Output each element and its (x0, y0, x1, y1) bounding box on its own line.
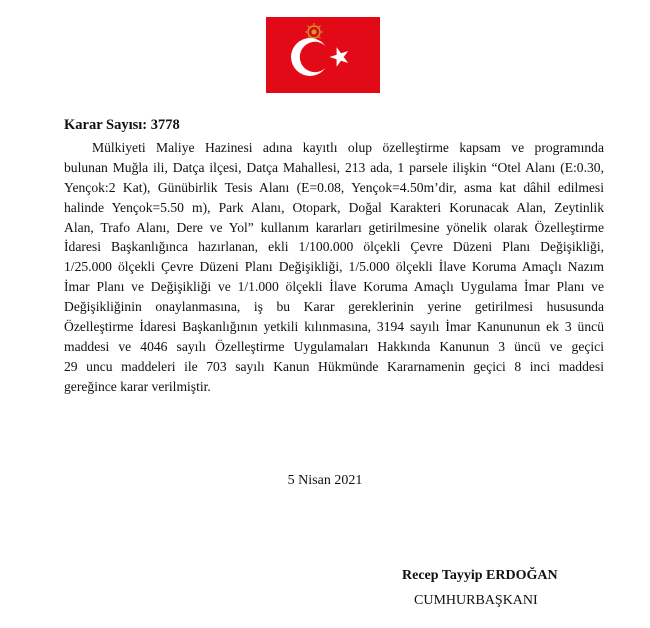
body-line: İdaresi Başkanlığınca hazırlanan, ekli 1/100.000 ölçekli Çevre Düzeni Planı Değişikliği, (64, 239, 604, 255)
body-line: Mülkiyeti Maliye Hazinesi adına kayıtlı olup özelleştirme kapsam ve programında (92, 140, 604, 155)
turkish-flag-icon (266, 17, 380, 93)
signatory-name: Recep Tayyip ERDOĞAN (402, 568, 558, 583)
body-line: halinde Yençok=5.50 m), Park Alanı, Otopark, Doğal Karakteri Korunacak Alan, Zeytinlik (64, 199, 604, 215)
body-line: Değişikliğinin onaylanmasına, iş bu Karar gereklerinin yerine getirilmesi hususunda (64, 299, 604, 315)
decision-body (64, 138, 604, 397)
decision-number: Karar Sayısı: 3778 (64, 117, 180, 133)
body-line: bulunan Muğla ili, Datça ilçesi, Datça Mahallesi, 213 ada, 1 parsele ilişkin “Otel Alanı (E:0.30, (64, 159, 604, 175)
body-line: gereğince karar verilmiştir. (64, 378, 211, 394)
signatory-title: CUMHURBAŞKANI (414, 593, 538, 608)
body-line: 29 uncu maddeleri ile 703 sayılı Kanun Hükmünde Kararnamenin geçici 8 inci maddesi (64, 358, 604, 374)
body-line: Özelleştirme İdaresi Başkanlığının yetkili kılınmasına, 3194 sayılı İmar Kanununun ek 3 üncü (64, 319, 604, 335)
decision-date: 5 Nisan 2021 (287, 473, 363, 488)
crescent-inner (300, 42, 330, 72)
body-line: 1/25.000 ölçekli Çevre Düzeni Planı Değişikliği, 1/5.000 ölçekli İlave Koruma Amaçlı Nazım (64, 259, 604, 275)
body-line: İmar Planı ve Değişikliği ve 1/1.000 ölçekli İlave Koruma Amaçlı Uygulama İmar Planı ve (64, 279, 604, 295)
body-line: maddesi ve 4046 sayılı Özelleştirme Uygulamaları Hakkında Kanunun 3 üncü ve geçici (64, 338, 604, 354)
body-line: Yençok:2 Kat), Günübirlik Tesis Alanı (E=0.08, Yençok=4.50m’dir, asma kat dâhil edilmesi (64, 179, 604, 195)
body-line: Alan, Trafo Alanı, Dere ve Yol” kullanım kararları getirilmesine yönelik olarak Özelleştirme (64, 219, 604, 235)
